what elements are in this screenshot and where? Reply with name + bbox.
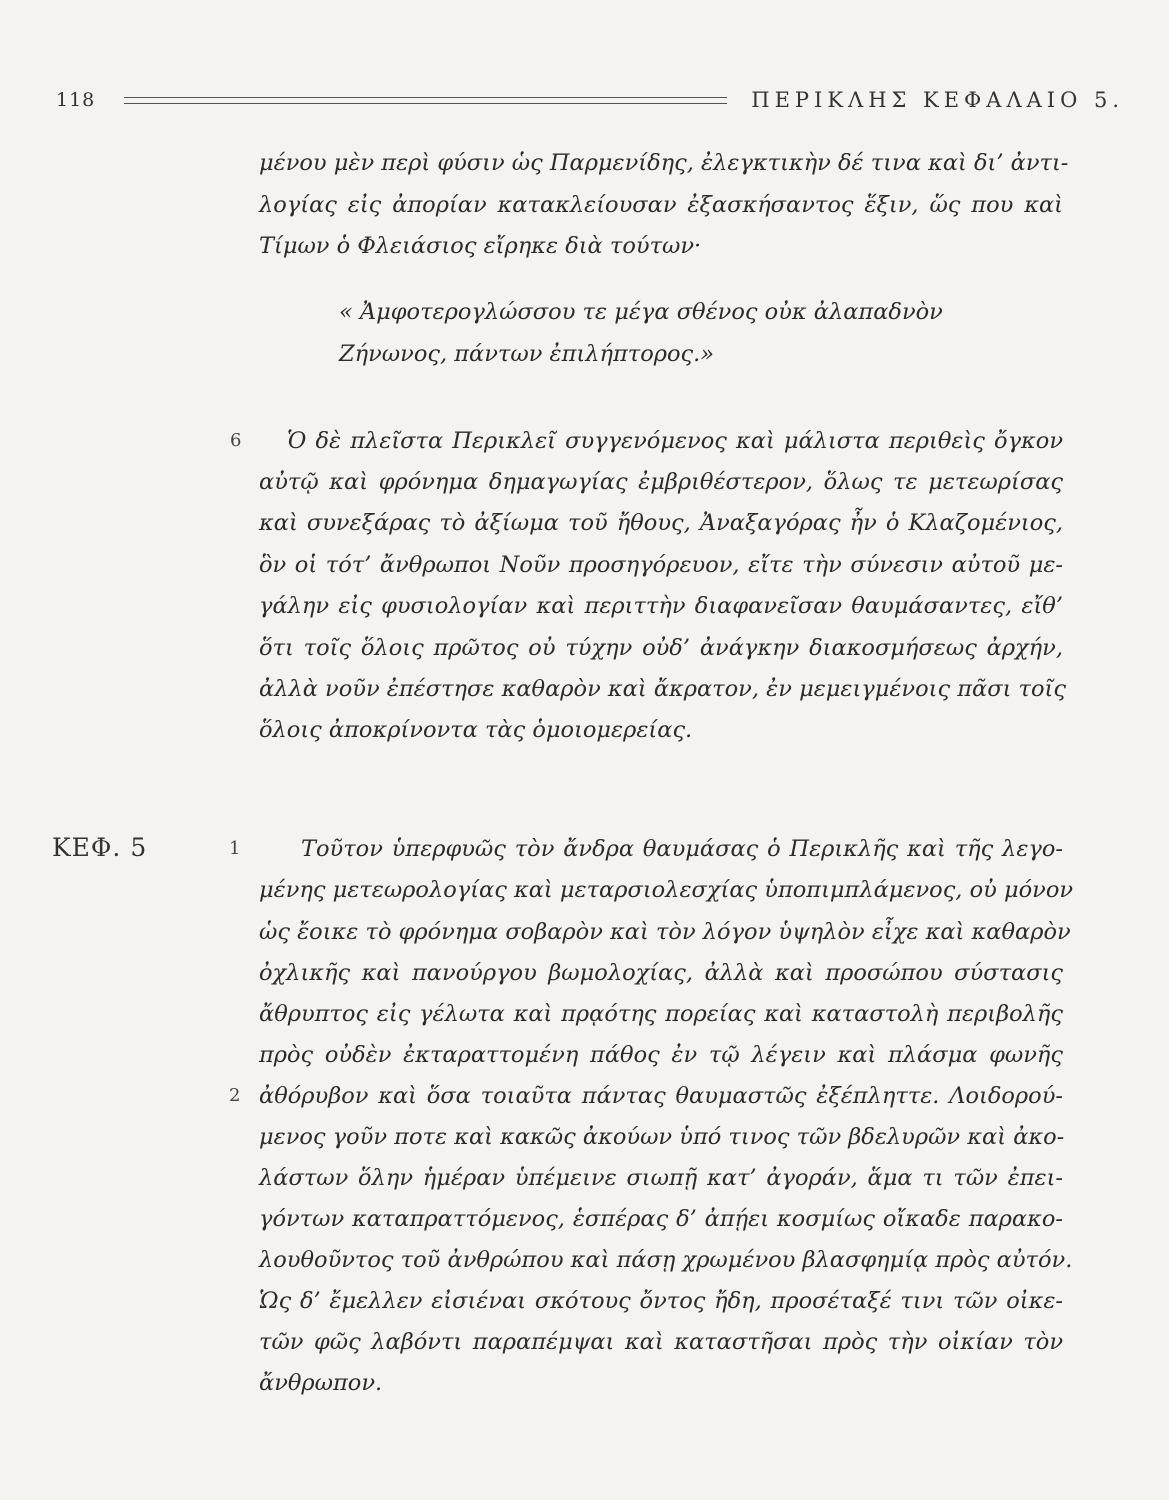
page-number: 118 bbox=[56, 89, 96, 111]
running-title: ΠΕΡΙΚΛΗΣ ΚΕΦΑΛΑΙΟ 5. bbox=[751, 88, 1124, 112]
text-line: λουθοῦντος τοῦ ἀνθρώπου καὶ πάσῃ χρωμένου βλασφημίᾳ πρὸς αὐτόν. bbox=[259, 1247, 1073, 1273]
text-line: ἄνθρωπον. bbox=[259, 1370, 383, 1396]
text-line: πρὸς οὐδὲν ἐκταραττομένη πάθος ἐν τῷ λέγειν καὶ πλάσμα φωνῆς bbox=[259, 1042, 1063, 1068]
section-number: 2 bbox=[229, 1085, 241, 1106]
text-line: ὡς ἔοικε τὸ φρόνημα σοβαρὸν καὶ τὸν λόγον ὑψηλὸν εἶχε καὶ καθαρὸν bbox=[259, 919, 1071, 945]
running-header bbox=[56, 86, 1124, 114]
text-line: τῶν φῶς λαβόντι παραπέμψαι καὶ καταστῆσαι πρὸς τὴν οἰκίαν τὸν bbox=[259, 1329, 1063, 1355]
text-line: Τίμων ὁ Φλειάσιος εἴρηκε διὰ τούτων· bbox=[259, 233, 702, 259]
header-double-rule bbox=[124, 97, 727, 104]
text-line: ὃν οἱ τότ’ ἄνθρωποι Νοῦν προσηγόρευον, εἴτε τὴν σύνεσιν αὐτοῦ με- bbox=[259, 552, 1063, 578]
text-line: Τοῦτον ὑπερφυῶς τὸν ἄνδρα θαυμάσας ὁ Περικλῆς καὶ τῆς λεγο- bbox=[301, 836, 1063, 862]
text-line: ὅλοις ἀποκρίνοντα τὰς ὁμοιομερείας. bbox=[259, 717, 693, 743]
text-line: ὀχλικῆς καὶ πανούργου βωμολοχίας, ἀλλὰ καὶ προσώπου σύστασις bbox=[259, 960, 1063, 986]
text-line: αὐτῷ καὶ φρόνημα δημαγωγίας ἐμβριθέστερον, ὅλως τε μετεωρίσας bbox=[259, 469, 1063, 495]
text-line: ἄθρυπτος εἰς γέλωτα καὶ πρᾳότης πορείας καὶ καταστολὴ περιβολῆς bbox=[259, 1001, 1063, 1027]
section-number: 6 bbox=[230, 430, 242, 451]
text-line: μένης μετεωρολογίας καὶ μεταρσιολεσχίας ὑποπιμπλάμενος, οὐ μόνον bbox=[259, 877, 1074, 903]
text-line: καὶ συνεξάρας τὸ ἀξίωμα τοῦ ἤθους, Ἀναξαγόρας ἦν ὁ Κλαζομένιος, bbox=[259, 510, 1063, 536]
text-line: μένου μὲν περὶ φύσιν ὡς Παρμενίδης, ἐλεγκτικὴν δέ τινα καὶ δι’ ἀντι- bbox=[259, 150, 1069, 176]
text-line: ἀθόρυβον καὶ ὅσα τοιαῦτα πάντας θαυμαστῶς ἐξέπληττε. Λοιδορού- bbox=[259, 1083, 1063, 1109]
text-line: γόντων καταπραττόμενος, ἑσπέρας δ’ ἀπῄει κοσμίως οἴκαδε παρακο- bbox=[259, 1206, 1063, 1232]
section-number: 1 bbox=[229, 838, 241, 859]
chapter-label: ΚΕΦ. 5 bbox=[52, 833, 148, 862]
text-line: Ὁ δὲ πλεῖστα Περικλεῖ συγγενόμενος καὶ μάλιστα περιθεὶς ὄγκον bbox=[287, 428, 1063, 454]
text-line: Ὡς δ’ ἔμελλεν εἰσιέναι σκότους ὄντος ἤδη, προσέταξέ τινι τῶν οἰκε- bbox=[259, 1288, 1063, 1314]
text-line: γάλην εἰς φυσιολογίαν καὶ περιττὴν διαφανεῖσαν θαυμάσαντες, εἴθ’ bbox=[259, 593, 1063, 619]
text-line: ὅτι τοῖς ὅλοις πρῶτος οὐ τύχην οὐδ’ ἀνάγκην διακοσμήσεως ἀρχήν, bbox=[259, 635, 1063, 661]
text-line: ἀλλὰ νοῦν ἐπέστησε καθαρὸν καὶ ἄκρατον, ἐν μεμειγμένοις πᾶσι τοῖς bbox=[259, 676, 1066, 702]
text-line: λάστων ὅλην ἡμέραν ὑπέμεινε σιωπῇ κατ’ ἀγοράν, ἅμα τι τῶν ἐπει- bbox=[259, 1165, 1063, 1191]
text-line: λογίας εἰς ἀπορίαν κατακλείουσαν ἐξασκήσαντος ἕξιν, ὥς που καὶ bbox=[259, 192, 1063, 218]
text-line: μενος γοῦν ποτε καὶ κακῶς ἀκούων ὑπό τινος τῶν βδελυρῶν καὶ ἀκο- bbox=[259, 1124, 1065, 1150]
quote-line: « Ἀμφοτερογλώσσου τε μέγα σθένος οὐκ ἀλαπαδνὸν bbox=[339, 299, 943, 325]
quote-line: Ζήνωνος, πάντων ἐπιλήπτορος.» bbox=[339, 341, 715, 367]
